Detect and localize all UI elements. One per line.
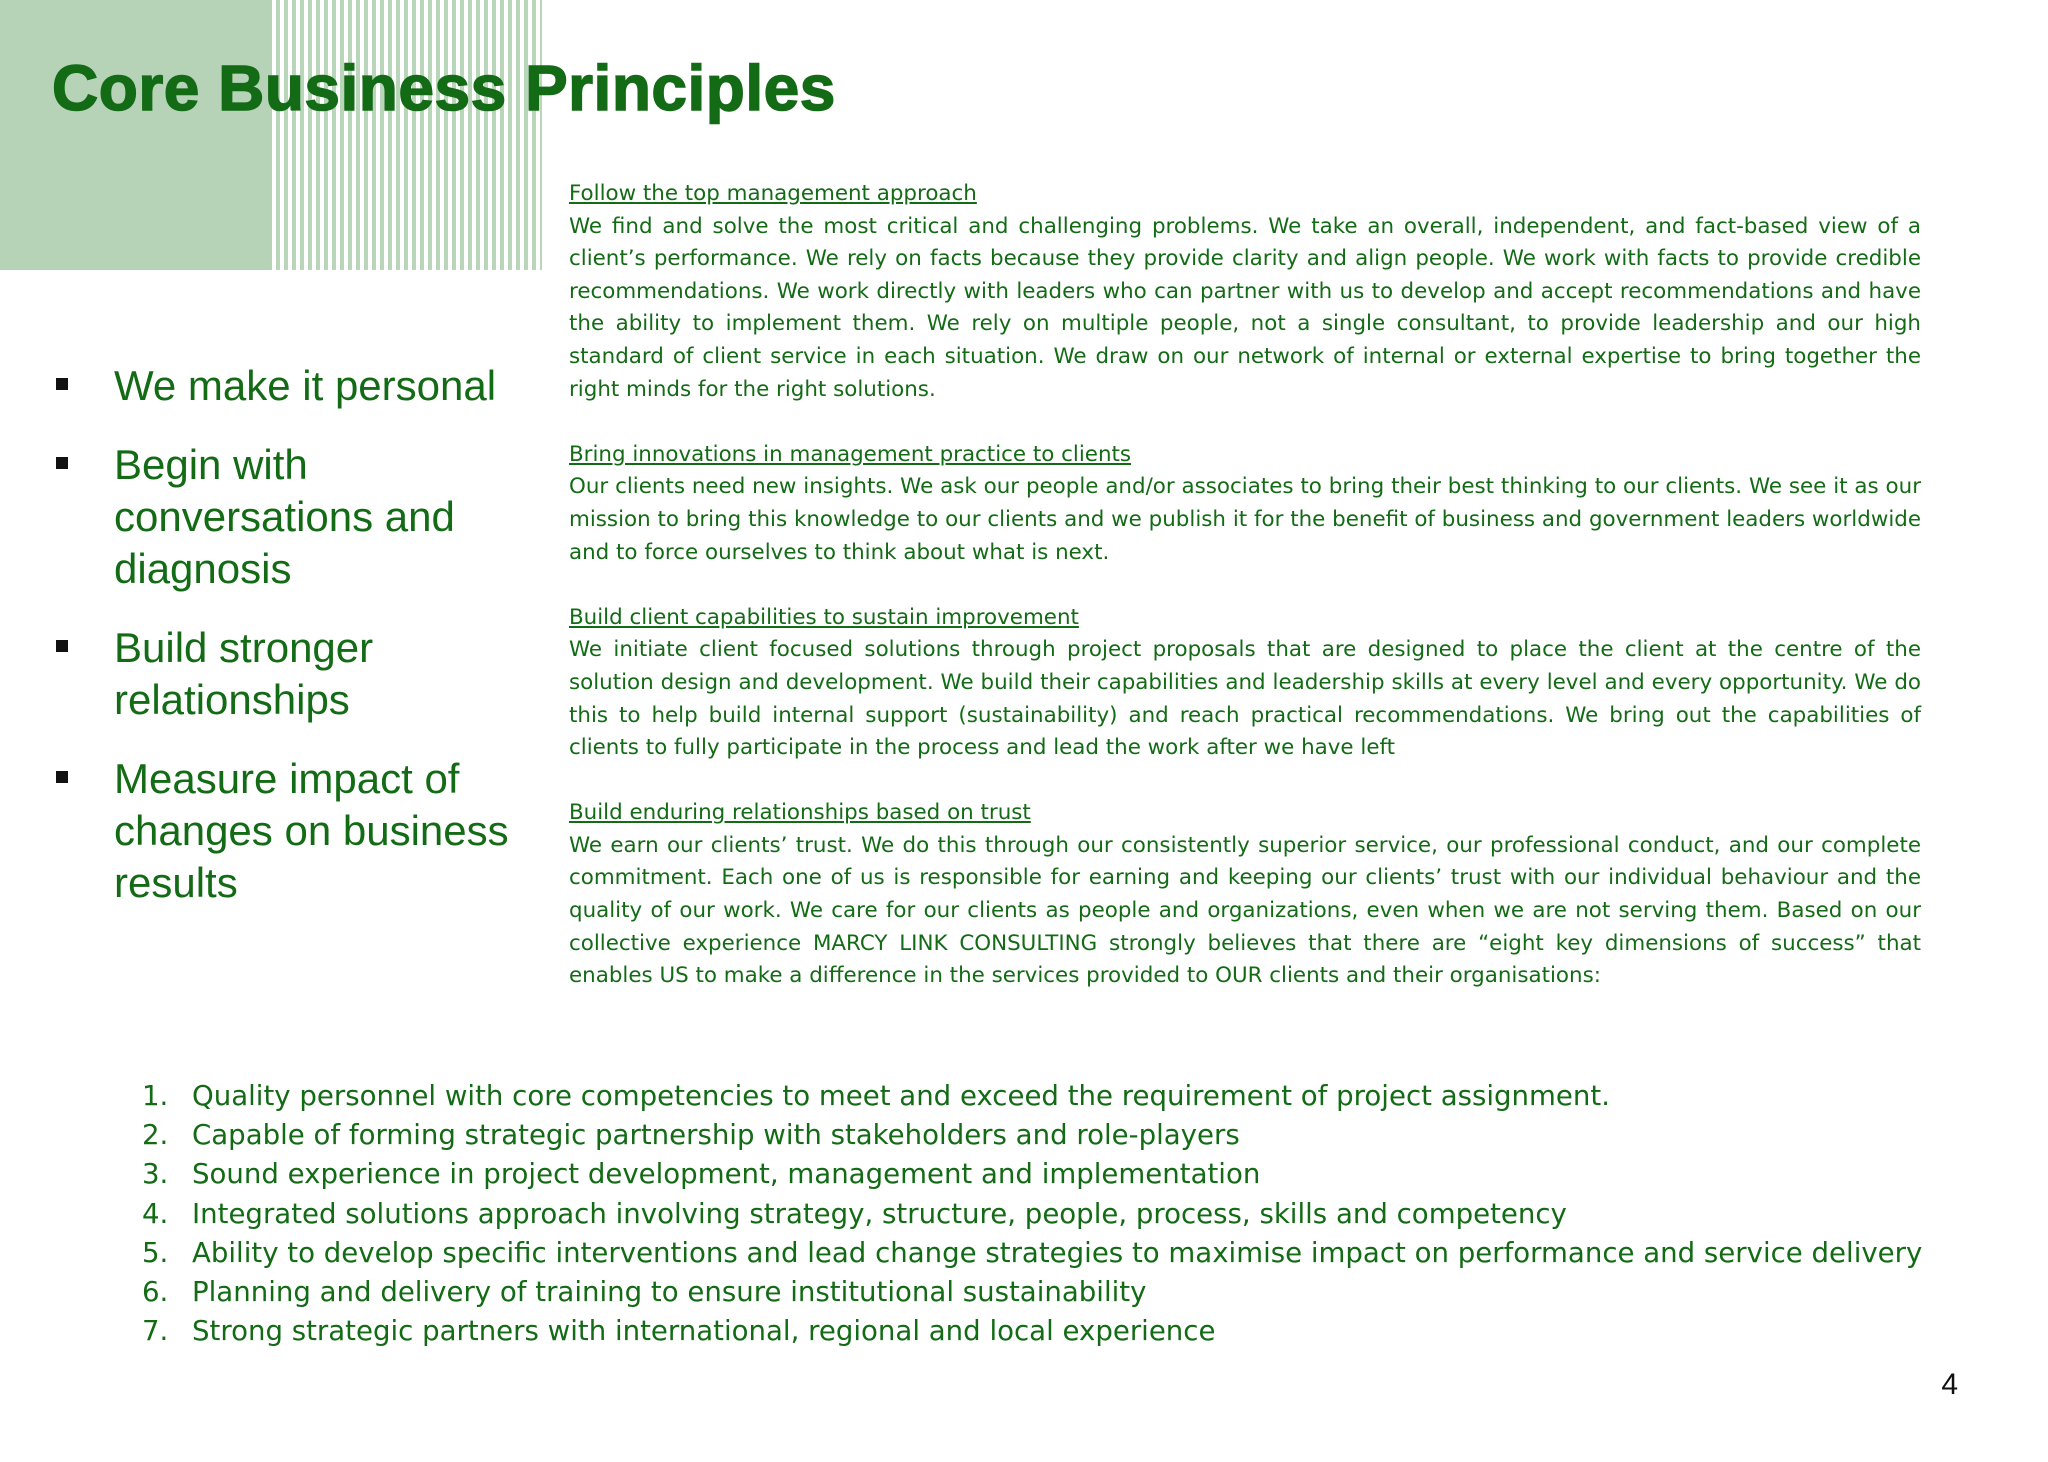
page-number: 4 bbox=[1941, 1368, 1958, 1401]
principle-heading: Build client capabilities to sustain improvement bbox=[569, 604, 1079, 630]
dimension-item bbox=[142, 1154, 2022, 1193]
square-bullet-icon bbox=[56, 640, 68, 652]
dimension-number: 4. bbox=[142, 1196, 169, 1230]
principle-body: We find and solve the most critical and challenging problems. We take an overall, independent, and fact-based view of a client’s performance. We rely on facts because they provide clarity and align people. We work with facts to provide credible recommendations. We work directly with leaders who can partner with us to develop and accept recommendations and have the ability to implement them. We rely on multiple people, not a single consultant, to provide leadership and our high standard of client service in each situation. We draw on our network of internal or external expertise to bring together the right minds for the right solutions. bbox=[569, 213, 1921, 402]
header-decoration-block bbox=[0, 0, 272, 270]
dimension-item bbox=[142, 1233, 2022, 1272]
key-points-list bbox=[52, 360, 522, 936]
key-point-text: Build stronger relationships bbox=[114, 624, 374, 723]
dimension-text: Planning and delivery of training to ensure institutional sustainability bbox=[192, 1275, 1147, 1309]
principle-body: Our clients need new insights. We ask our people and/or associates to bring their best thinking to our clients. We see it as our mission to bring this knowledge to our clients and we publish it for the benefit of business and government leaders worldwide and to force ourselves to think about what is next. bbox=[569, 474, 1921, 565]
key-point-text: We make it personal bbox=[114, 362, 497, 409]
principle-heading: Build enduring relationships based on trust bbox=[569, 800, 1031, 826]
dimension-item bbox=[142, 1311, 2022, 1350]
dimension-item bbox=[142, 1272, 2022, 1311]
principle-block bbox=[569, 439, 1921, 569]
success-dimensions-list bbox=[142, 1076, 2022, 1350]
dimension-number: 1. bbox=[142, 1079, 169, 1112]
dimension-item bbox=[142, 1194, 2022, 1233]
dimension-number: 7. bbox=[142, 1314, 169, 1348]
principles-section bbox=[569, 178, 1921, 1025]
dimension-number: 2. bbox=[142, 1118, 169, 1152]
key-point-item bbox=[52, 360, 522, 412]
principle-heading: Bring innovations in management practice to clients bbox=[569, 441, 1132, 467]
dimension-number: 5. bbox=[142, 1235, 169, 1269]
slide-title: Core Business Principles bbox=[52, 52, 836, 124]
dimension-text: Strong strategic partners with international, regional and local experience bbox=[192, 1314, 1216, 1348]
key-point-item bbox=[52, 439, 522, 595]
principle-body: We initiate client focused solutions through project proposals that are designed to place the client at the centre of the solution design and development. We build their capabilities and leadership skills at every level and every opportunity. We do this to help build internal support (sustainability) and reach practical recommendations. We bring out the capabilities of clients to fully participate in the process and lead the work after we have left bbox=[569, 637, 1921, 761]
principle-block bbox=[569, 797, 1921, 993]
key-point-text: Measure impact of changes on business results bbox=[114, 755, 509, 906]
key-point-item bbox=[52, 622, 522, 726]
dimension-number: 3. bbox=[142, 1157, 169, 1191]
square-bullet-icon bbox=[56, 378, 68, 390]
dimension-item bbox=[142, 1115, 2022, 1154]
header-decoration-stripes bbox=[272, 0, 542, 270]
dimension-item bbox=[142, 1076, 2022, 1115]
dimension-text: Capable of forming strategic partnership with stakeholders and role-players bbox=[192, 1118, 1240, 1152]
dimension-text: Integrated solutions approach involving strategy, structure, people, process, skills and competency bbox=[192, 1196, 1567, 1230]
principle-block bbox=[569, 178, 1921, 406]
key-point-text: Begin with conversations and diagnosis bbox=[114, 441, 455, 592]
dimension-text: Sound experience in project development, management and implementation bbox=[192, 1157, 1261, 1191]
principle-heading: Follow the top management approach bbox=[569, 181, 977, 206]
principle-block bbox=[569, 602, 1921, 765]
dimension-text: Ability to develop specific interventions and lead change strategies to maximise impact on performance and service delivery bbox=[192, 1235, 1923, 1269]
principle-body: We earn our clients’ trust. We do this through our consistently superior service, our professional conduct, and our complete commitment. Each one of us is responsible for earning and keeping our clients’ trust with our individual behaviour and the quality of our work. We care for our clients as people and organizations, even when we are not serving them. Based on our collective experience MARCY LINK CONSULTING strongly believes that there are “eight key dimensions of success” that enables US to make a difference in the services provided to OUR clients and their organisations: bbox=[569, 832, 1921, 989]
dimension-text: Quality personnel with core competencies to meet and exceed the requirement of project assignment. bbox=[192, 1079, 1610, 1112]
square-bullet-icon bbox=[56, 771, 68, 783]
square-bullet-icon bbox=[56, 457, 68, 469]
dimension-number: 6. bbox=[142, 1275, 169, 1309]
key-point-item bbox=[52, 753, 522, 909]
